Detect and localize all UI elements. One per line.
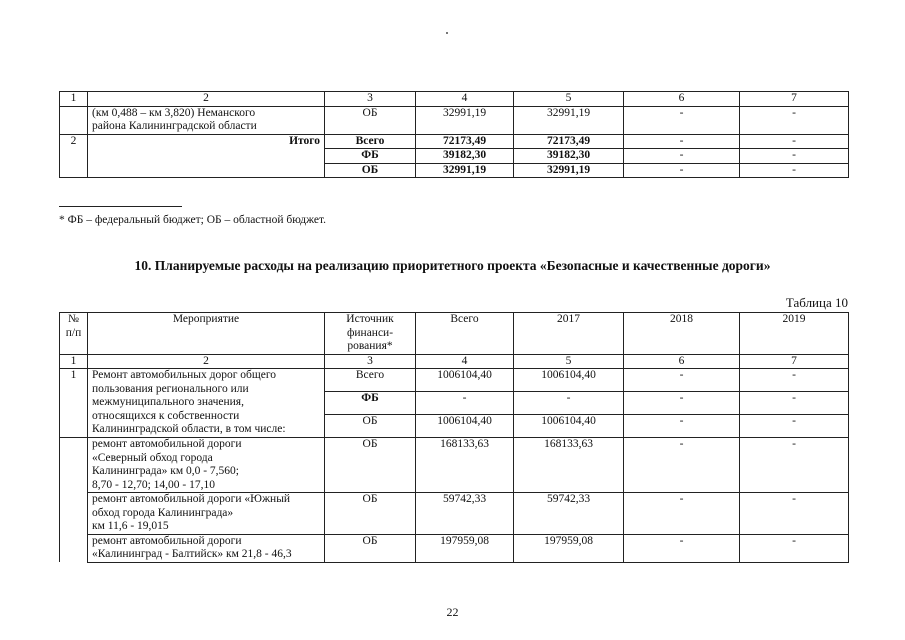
y2017-cell: 32991,19	[514, 106, 624, 134]
table-row: ФБ - - - -	[60, 392, 849, 415]
source-cell: ОБ	[325, 106, 416, 134]
event-header: Мероприятие	[88, 313, 325, 355]
y2019-header: 2019	[740, 313, 849, 355]
event-name: ремонт автомобильной дороги «Калининград - Балтийск» км 21,8 - 46,3	[88, 534, 325, 562]
section-heading: 10. Планируемые расходы на реализацию приоритетного проекта «Безопасные и качественные дороги»	[134, 258, 771, 273]
footnote: * ФБ – федеральный бюджет; ОБ – областной бюджет.	[59, 214, 326, 226]
y2017-header: 2017	[514, 313, 624, 355]
table-header-row	[60, 313, 849, 355]
table-row: 2 Итого Всего 72173,49 72173,49 - -	[60, 134, 849, 149]
y2018-cell: -	[624, 106, 740, 134]
colnum: 1	[60, 92, 88, 107]
table-header-row	[60, 92, 849, 107]
table-row: 1 Ремонт автомобильных дорог общего пользования регионального или межмуниципального значения, относящихся к собственности Калининградской области, в том числе: Всего 1006104,40 1006104,40 - -	[60, 369, 849, 392]
table-row: ремонт автомобильной дороги «Северный обход города Калининграда» км 0,0 - 7,560; 8,70 - 12,70; 14,00 - 17,10 ОБ 168133,63 168133,63 - -	[60, 438, 849, 493]
source-header: Источник финанси- рования*	[325, 313, 416, 355]
table-row: ремонт автомобильной дороги «Южный обход города Калининграда» км 11,6 - 19,015 ОБ 59742,33 59742,33 - -	[60, 493, 849, 535]
colnum: 5	[514, 92, 624, 107]
colnum: 2	[88, 92, 325, 107]
table-row: ФБ 39182,30 39182,30 - -	[60, 149, 849, 164]
footnote-rule	[59, 206, 182, 207]
table-row	[60, 106, 849, 134]
colnum: 4	[416, 92, 514, 107]
num-header: № п/п	[60, 313, 88, 355]
colnum: 7	[740, 92, 849, 107]
table-row: ремонт автомобильной дороги «Калининград - Балтийск» км 21,8 - 46,3 ОБ 197959,08 197959,08 - -	[60, 534, 849, 562]
table-row: ОБ 32991,19 32991,19 - -	[60, 163, 849, 178]
colnum: 6	[624, 92, 740, 107]
itogo-label: Итого	[88, 134, 325, 178]
row-number: 2	[60, 134, 88, 178]
y2019-cell: -	[740, 106, 849, 134]
table-label: Таблица 10	[785, 295, 848, 310]
event-name: Ремонт автомобильных дорог общего пользования регионального или межмуниципального значения, относящихся к собственности Калининградской области, в том числе:	[88, 369, 325, 438]
continuation-table	[59, 91, 849, 178]
row-number: 1	[60, 369, 88, 438]
total-cell: 32991,19	[416, 106, 514, 134]
planned-expenses-table	[59, 312, 849, 563]
scan-speck	[446, 32, 448, 34]
y2018-header: 2018	[624, 313, 740, 355]
event-name: ремонт автомобильной дороги «Южный обход города Калининграда» км 11,6 - 19,015	[88, 493, 325, 535]
column-number-row: 1 2 3 4 5 6 7	[60, 354, 849, 369]
table-row: ОБ 1006104,40 1006104,40 - -	[60, 415, 849, 438]
colnum: 3	[325, 92, 416, 107]
event-name: ремонт автомобильной дороги «Северный обход города Калининграда» км 0,0 - 7,560; 8,70 - 12,70; 14,00 - 17,10	[88, 438, 325, 493]
event-name: (км 0,488 – км 3,820) Неманского района Калининградской области	[88, 106, 325, 134]
page-number: 22	[446, 605, 459, 619]
total-header: Всего	[416, 313, 514, 355]
